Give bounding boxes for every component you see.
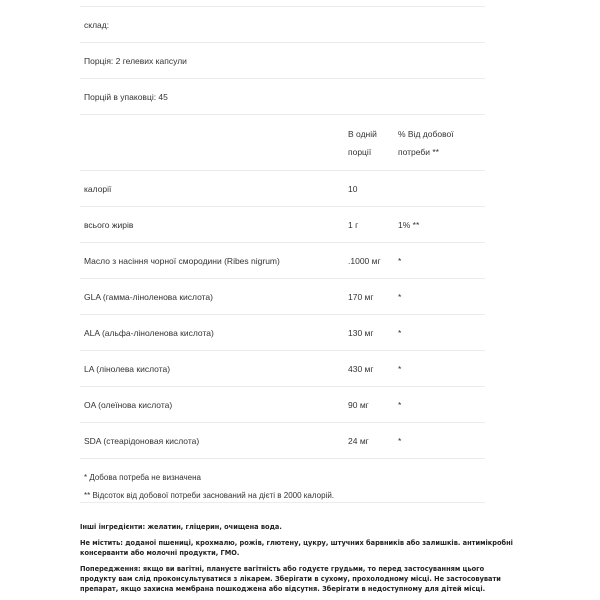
table-row — [80, 386, 485, 422]
additional-info — [80, 522, 520, 600]
nutrient-name: Масло з насіння чорної смородини (Ribes nigrum) — [84, 255, 280, 266]
table-row — [80, 350, 485, 386]
table-row — [80, 422, 485, 458]
nutrient-amount: 430 мг — [348, 363, 374, 374]
nutrition-table — [80, 6, 485, 503]
nutrient-name: LA (лінолева кислота) — [84, 363, 171, 374]
header-per-serving-line2: порції — [348, 146, 372, 157]
composition-label: склад: — [84, 19, 110, 30]
nutrient-amount: 90 мг — [348, 399, 369, 410]
header-per-serving-line1: В однiй — [348, 128, 377, 139]
nutrient-daily-value: * — [398, 291, 402, 302]
nutrient-daily-value: 1% ** — [398, 219, 420, 230]
header-daily-value-line2: потреби ** — [398, 146, 439, 157]
header-per-serving — [348, 125, 398, 161]
composition-row — [80, 6, 485, 42]
nutrient-amount: 10 — [348, 183, 358, 194]
nutrient-amount: .1000 мг — [348, 255, 381, 266]
nutrient-amount: 130 мг — [348, 327, 374, 338]
nutrient-daily-value: * — [398, 255, 402, 266]
nutrient-daily-value: * — [398, 327, 402, 338]
nutrient-name: ALA (альфа-ліноленова кислота) — [84, 327, 214, 338]
table-row — [80, 278, 485, 314]
servings-per-container-label: Порцій в упаковці: 45 — [84, 91, 168, 102]
nutrient-name: OA (олеїнова кислота) — [84, 399, 173, 410]
free-from-statement: Не містить: доданої пшениці, крохмалю, рожів, глютену, цукру, штучних барвників або залишків. антимікробні консерванти або молочні продукти, ГМО. — [80, 539, 513, 557]
nutrient-amount: 170 мг — [348, 291, 374, 302]
nutrient-name: всього жирів — [84, 219, 134, 230]
footnotes — [80, 458, 485, 502]
warning-statement: Попередження: якщо ви вагітні, плануєте вагітність або годуєте грудьми, то перед застосуванням цього продукту вам слід проконсультуватися з лікарем. Зберігати в сухому, прохолодному місці. Не застосовувати препарат, якщо захисна мембрана пошкоджена або відсутня. Зберігати в недоступному для дітей місці. — [80, 565, 501, 593]
header-daily-value-line1: % Від добової — [398, 128, 454, 139]
table-row — [80, 206, 485, 242]
serving-size-row — [80, 42, 485, 78]
nutrient-name: SDA (стеарідоновая кислота) — [84, 435, 200, 446]
nutrient-amount: 24 мг — [348, 435, 369, 446]
footnote-not-established: * Добова потреба не визначена — [84, 473, 201, 482]
servings-per-container-row — [80, 78, 485, 114]
footnote-daily-value-basis: ** Відсоток від добової потреби заснований на дієті в 2000 калорій. — [84, 491, 335, 500]
table-header-row — [80, 114, 485, 170]
other-ingredients: Інші інгредієнти: желатин, гліцерин, очищена вода. — [80, 523, 282, 531]
nutrient-name: калорії — [84, 183, 112, 194]
nutrient-name: GLA (гамма-ліноленова кислота) — [84, 291, 213, 302]
nutrient-daily-value: * — [398, 363, 402, 374]
table-row — [80, 170, 485, 206]
serving-size-label: Порція: 2 гелевих капсули — [84, 55, 187, 66]
table-row — [80, 314, 485, 350]
table-row — [80, 242, 485, 278]
header-daily-value — [398, 125, 485, 161]
nutrient-daily-value: * — [398, 399, 402, 410]
nutrient-amount: 1 г — [348, 219, 359, 230]
nutrient-daily-value: * — [398, 435, 402, 446]
